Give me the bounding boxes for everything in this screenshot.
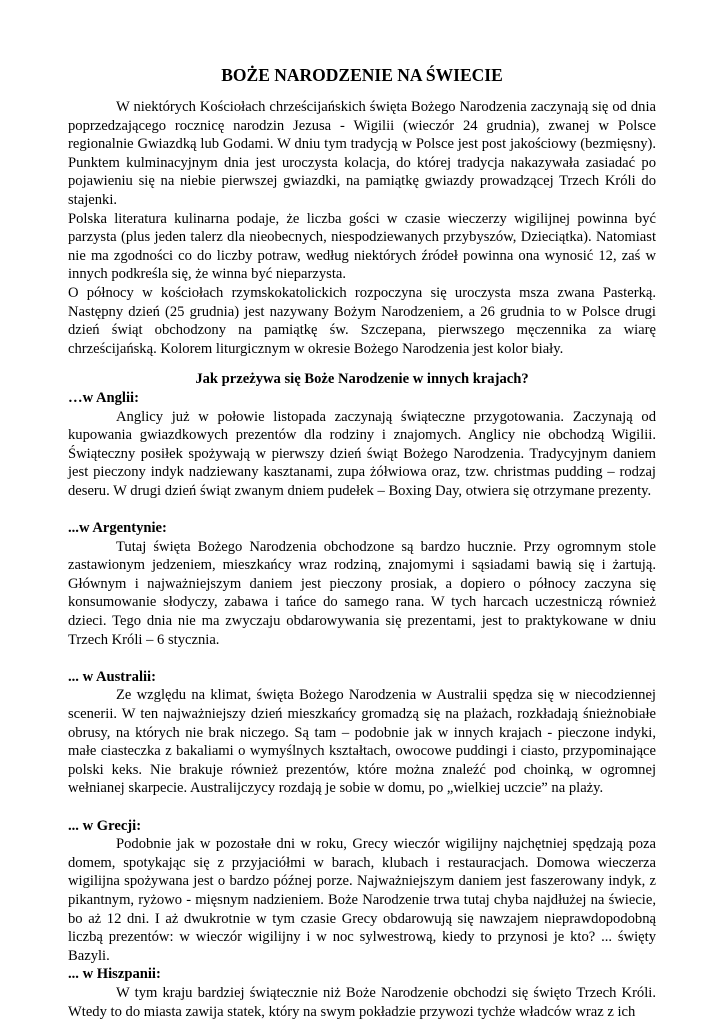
section-text-argentina: Tutaj święta Bożego Narodzenia obchodzone są bardzo hucznie. Przy ogromnym stole zastawionym jedzeniem, mieszkańcy wraz rodziną, znajomymi i sąsiadami bawią się i żartują. Głównym i najważniejszym daniem jest pieczony prosiak, a dopiero o północy zaczyna się konsumowanie słodyczy, zabawa i tańce do samego rana. W tych harcach uczestniczą również dzieci. Tego dnia nie ma zwyczaju obdarowywania się prezentami, jest to praktykowane w dniu Trzech Króli – 6 stycznia. [68, 538, 656, 648]
section-text-greece: Podobnie jak w pozostałe dni w roku, Grecy wieczór wigilijny najchętniej spędzają poza domem, spotykając się z przyjaciółmi w barach, klubach i restauracjach. Domowa wieczerza wigilijna spożywana jest o bardzo późnej porze. Najważniejszym daniem jest faszerowany indyk, z pikantnym, ryżowo - mięsnym nadzieniem. Boże Narodzenie trwa tutaj chyba najdłużej na świecie, bo aż 12 dni. I aż dwukrotnie w tym czasie Grecy obdarowują się nawzajem nieprawdopodobną liczbą prezentów: w wieczór wigilijny i w noc sylwestrową, kiedy to przynosi je kto? ... święty Bazyli. [68, 836, 656, 964]
section-heading-argentina: ...w Argentynie: [68, 520, 167, 537]
section-heading-greece: ... w Grecji: [68, 817, 142, 834]
intro-paragraph-3: O północy w kościołach rzymskokatolickich rozpoczyna się uroczysta msza zwana Pasterką. Następny dzień (25 grudnia) jest nazywany Bożym Narodzeniem, a 26 grudnia to w Polsce drugi dzień świąt obchodzony na pamiątkę św. Szczepana, pierwszego męczennika za wiarę chrześcijańską. Kolorem liturgicznym w okresie Bożego Narodzenia jest kolor biały. [68, 284, 656, 357]
spacer [68, 500, 656, 519]
intro-paragraph-1: W niektórych Kościołach chrześcijańskich święta Bożego Narodzenia zaczynają się od dnia poprzedzającego rocznicę narodzin Jezusa - Wigilii (wieczór 24 grudnia), zwanej w Polsce regionalnie Gwiazdką lub Godami. W dniu tym tradycją w Polsce jest post jakościowy (bezmięsny). Punktem kulminacyjnym dnia jest uroczysta kolacja, do której tradycja nakazywała zasiadać po pojawieniu się na niebie pierwszej gwiazdki, na pamiątkę gwiazdy prowadzącej Trzech Króli do stajenki. [68, 99, 656, 208]
document-page [68, 58, 656, 1021]
section-heading-australia: ... w Australii: [68, 668, 156, 685]
section-text-england: Anglicy już w połowie listopada zaczynają świąteczne przygotowania. Zaczynają od kupowania gwiazdkowych prezentów dla rodziny i znajomych. Anglicy nie obchodzą Wigilii. Świąteczny posiłek spożywają w pierwszy dzień świąt Bożego Narodzenia. Tradycyjnym daniem jest pieczony indyk nadziewany kasztanami, zupa żółwiowa oraz, tzw. christmas pudding – rodzaj deseru. W drugi dzień świąt zwanym dniem pudełek – Boxing Day, otwiera się otrzymane prezenty. [68, 408, 656, 499]
section-heading-england: …w Anglii: [68, 389, 139, 406]
section-subtitle: Jak przeżywa się Boże Narodzenie w innych krajach? [195, 371, 529, 388]
intro-paragraph-2: Polska literatura kulinarna podaje, że liczba gości w czasie wieczerzy wigilijnej powinna być parzysta (plus jeden talerz dla nieobecnych, niespodziewanych przybyszów, Dzieciątka). Natomiast nie ma zgodności co do liczby potraw, według niektórych źródeł powinna ona wynosić 12, zaś w innych podkreśla się, że winna być nieparzysta. [68, 210, 656, 283]
section-text-spain: W tym kraju bardziej świątecznie niż Boże Narodzenie obchodzi się święto Trzech Króli. Wtedy to do miasta zawija statek, który na swym pokładzie przywozi tychże władców wraz z ich [68, 984, 656, 1020]
spacer [68, 798, 656, 817]
spacer [68, 649, 656, 668]
section-text-australia: Ze względu na klimat, święta Bożego Narodzenia w Australii spędza się w niecodziennej scenerii. W ten najważniejszy dzień mieszkańcy gromadzą się na plażach, rozkładają śnieżnobiałe obrusy, na których nie brak niczego. Są tam – podobnie jak w innych krajach - pieczone indyki, małe ciasteczka z bakaliami o wymyślnych kształtach, owocowe puddingi i ciasto, przypominające polski keks. Nie brakuje również prezentów, które można znaleźć pod choinką, w ogromnej wełnianej skarpecie. Australijczycy rozdają je sobie w domu, po „wielkiej uczcie” na plaży. [68, 687, 656, 797]
section-heading-spain: ... w Hiszpanii: [68, 966, 161, 983]
document-title: BOŻE NARODZENIE NA ŚWIECIE [221, 65, 503, 85]
